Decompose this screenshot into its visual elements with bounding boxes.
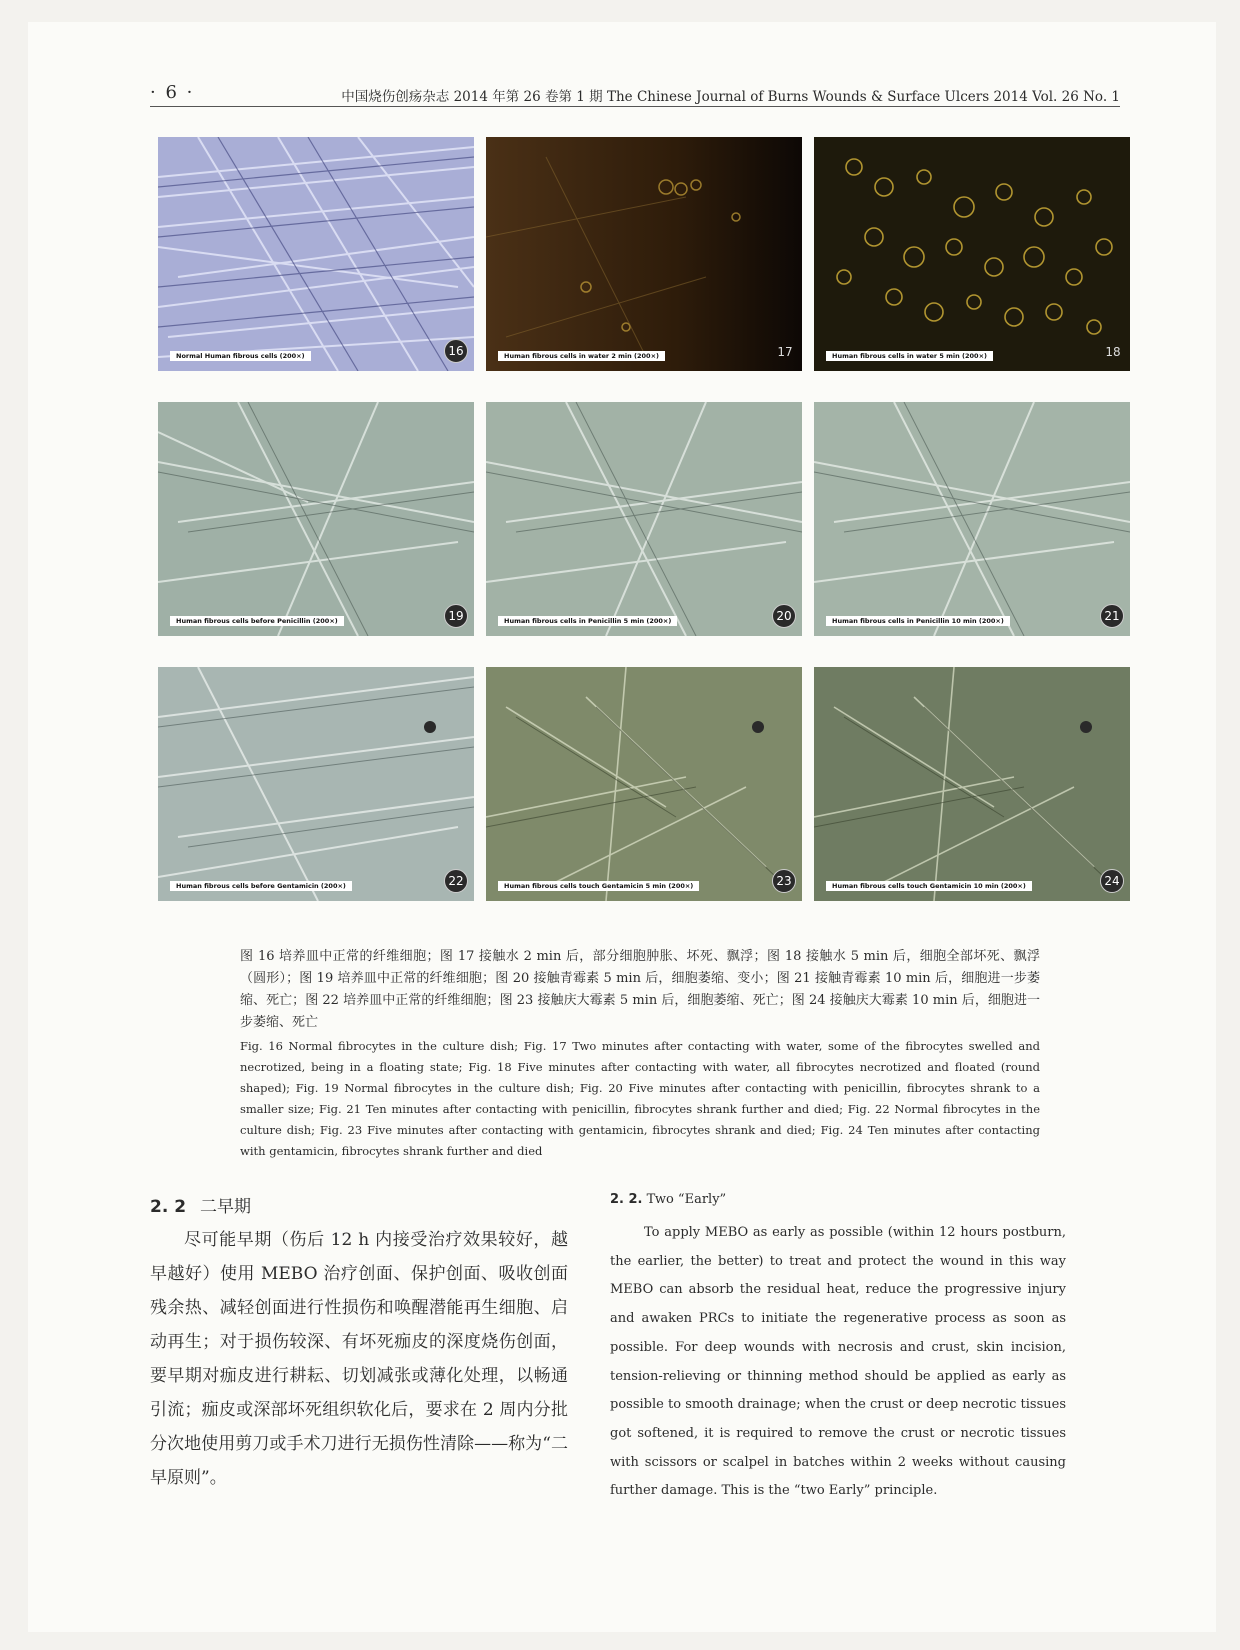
figure-19-number: 19: [444, 604, 468, 628]
figure-19: [158, 402, 474, 636]
micrograph-24: [814, 667, 1130, 901]
figure-caption-cn: 图 16 培养皿中正常的纤维细胞；图 17 接触水 2 min 后，部分细胞肿胀、坏死、飘浮；图 18 接触水 5 min 后，细胞全部坏死、飘浮（圆形）；图 19 培养皿中正常的纤维细胞；图 20 接触青霉素 5 min 后，细胞萎缩、变小；图 21 接触青霉素 10 min 后，细胞进一步萎缩、死亡；图 22 培养皿中正常的纤维细胞；图 23 接触庆大霉素 5 min 后，细胞萎缩、死亡；图 24 接触庆大霉素 10 min 后，细胞进一步萎缩、死亡: [240, 949, 1040, 1030]
figure-20: [486, 402, 802, 636]
section-number-en: 2. 2.: [610, 1192, 643, 1207]
figure-16-label: Normal Human fibrous cells (200×): [170, 351, 311, 361]
micrograph-18: [814, 137, 1130, 371]
column-english: [610, 1192, 1066, 1506]
section-body-cn: 尽可能早期（伤后 12 h 内接受治疗效果较好，越早越好）使用 MEBO 治疗创面、保护创面、吸收创面残余热、减轻创面进行性损伤和唤醒潜能再生细胞、启动再生；对于损伤较深、有坏死痂皮的深度烧伤创面，要早期对痂皮进行耕耘、切划减张或薄化处理，以畅通引流；痂皮或深部坏死组织软化后，要求在 2 周内分批分次地使用剪刀或手术刀进行无损伤性清除——称为“二早原则”。: [150, 1230, 568, 1488]
figure-23: [486, 667, 802, 901]
figure-17: [486, 137, 802, 371]
section-title-cn: 二早期: [200, 1197, 252, 1217]
micrograph-22: [158, 667, 474, 901]
figure-16-number: 16: [444, 339, 468, 363]
section-body-en: To apply MEBO as early as possible (within 12 hours postburn, the earlier, the better) to treat and protect the wound in this way MEBO can absorb the residual heat, reduce the progressive injury and awaken PRCs to initiate the regenerative process as soon as possible. For deep wounds with necrosis and crust, skin incision, tension-relieving or thinning method should be applied as early as possible to smooth drainage; when the crust or deep necrotic tissues got softened, it is required to remove the crust or necrotic tissues with scissors or scalpel in batches within 2 weeks without causing further damage. This is the “two Early” principle.: [610, 1225, 1066, 1499]
figure-20-label: Human fibrous cells in Penicillin 5 min (200×): [498, 616, 677, 626]
section-title-en: Two “Early”: [646, 1192, 727, 1207]
running-head: [150, 82, 1120, 107]
figure-23-number: 23: [772, 869, 796, 893]
section-number-cn: 2. 2: [150, 1197, 187, 1217]
section-heading-cn: [150, 1192, 568, 1217]
figure-22: [158, 667, 474, 901]
micrograph-20: [486, 402, 802, 636]
figure-24-label: Human fibrous cells touch Gentamicin 10 min (200×): [826, 881, 1032, 891]
micrograph-19: [158, 402, 474, 636]
figure-16: [158, 137, 474, 371]
figure-row: [158, 402, 1130, 636]
figure-18-number: 18: [1105, 345, 1121, 359]
figure-22-number: 22: [444, 869, 468, 893]
page-number: · 6 ·: [150, 82, 195, 103]
figure-22-label: Human fibrous cells before Gentamicin (200×): [170, 881, 352, 891]
figure-18-label: Human fibrous cells in water 5 min (200×): [826, 351, 993, 361]
micrograph-17: [486, 137, 802, 371]
figure-23-label: Human fibrous cells touch Gentamicin 5 min (200×): [498, 881, 699, 891]
figure-row: [158, 137, 1130, 371]
micrograph-21: [814, 402, 1130, 636]
figure-24-number: 24: [1100, 869, 1124, 893]
figure-21-label: Human fibrous cells in Penicillin 10 min (200×): [826, 616, 1010, 626]
journal-title: 中国烧伤创疡杂志 2014 年第 26 卷第 1 期 The Chinese Journal of Burns Wounds & Surface Ulcers 2014 Vol. 26 No. 1: [341, 89, 1120, 105]
figure-row: [158, 667, 1130, 901]
micrograph-16: [158, 137, 474, 371]
figure-21-number: 21: [1100, 604, 1124, 628]
column-chinese: [150, 1192, 568, 1495]
figure-24: [814, 667, 1130, 901]
figure-17-number: 17: [777, 345, 793, 359]
figure-18: [814, 137, 1130, 371]
micrograph-23: [486, 667, 802, 901]
figure-20-number: 20: [772, 604, 796, 628]
figure-caption: [240, 946, 1040, 1162]
section-heading-en: [610, 1192, 1066, 1207]
figure-17-label: Human fibrous cells in water 2 min (200×): [498, 351, 665, 361]
figure-19-label: Human fibrous cells before Penicillin (200×): [170, 616, 344, 626]
figure-caption-en: Fig. 16 Normal fibrocytes in the culture dish; Fig. 17 Two minutes after contacting with water, some of the fibrocytes swelled and necrotized, being in a floating state; Fig. 18 Five minutes after contacting with water, all fibrocytes necrotized and floated (round shaped); Fig. 19 Normal fibrocytes in the culture dish; Fig. 20 Five minutes after contacting with penicillin, fibrocytes shrank to a smaller size; Fig. 21 Ten minutes after contacting with penicillin, fibrocytes shrank further and died; Fig. 22 Normal fibrocytes in the culture dish; Fig. 23 Five minutes after contacting with gentamicin, fibrocytes shrank and died; Fig. 24 Ten minutes after contacting with gentamicin, fibrocytes shrank further and died: [240, 1039, 1040, 1158]
figure-21: [814, 402, 1130, 636]
